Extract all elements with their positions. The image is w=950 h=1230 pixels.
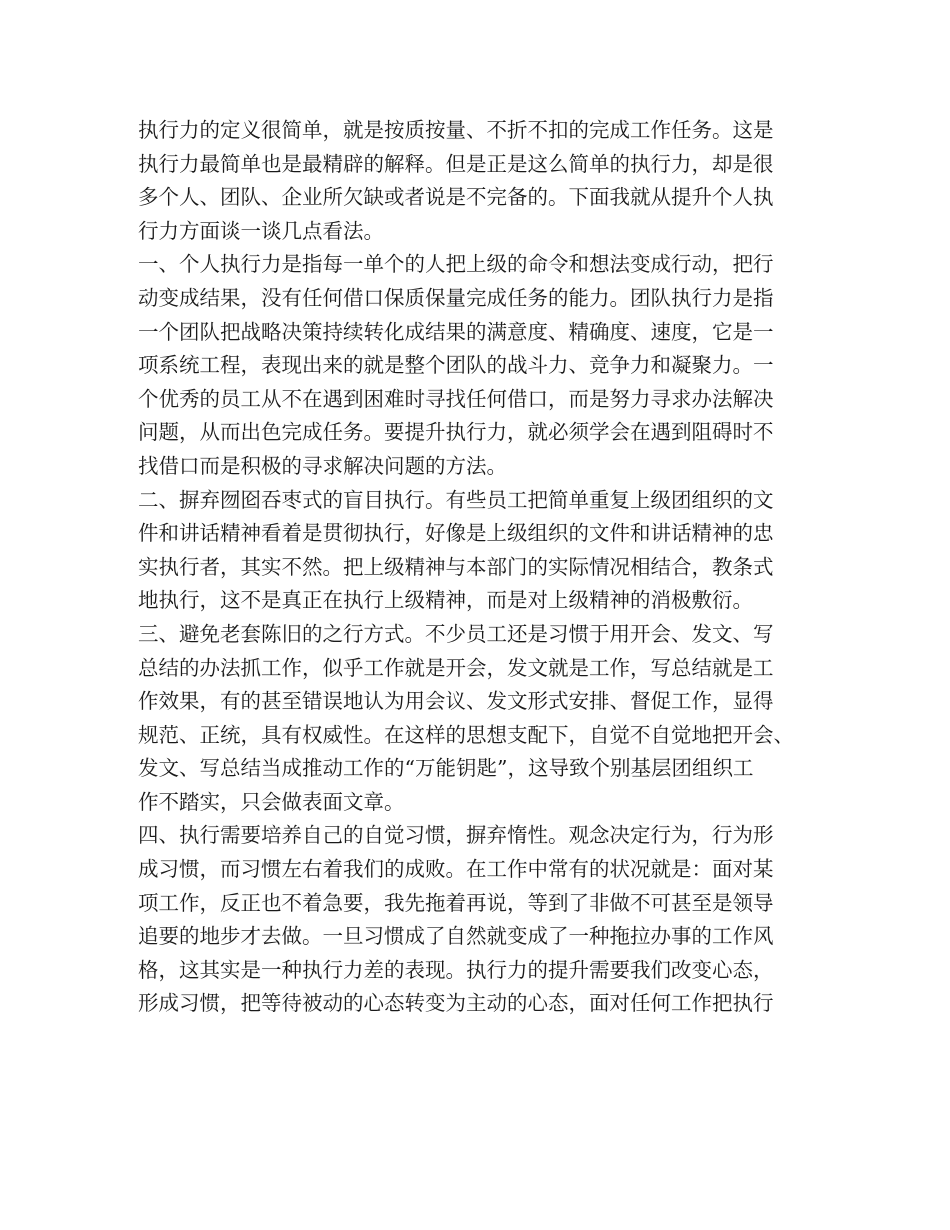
text-line: 三、避免老套陈旧的之行方式。不少员工还是习惯于用开会、发文、写 (138, 621, 774, 646)
text-line: 四、执行需要培养自己的自觉习惯，摒弃惰性。观念决定行为，行为形 (138, 823, 774, 848)
text-line: 追要的地步才去做。一旦习惯成了自然就变成了一种拖拉办事的工作风 (138, 924, 774, 949)
text-line: 动变成结果，没有任何借口保质保量完成任务的能力。团队执行力是指 (138, 285, 774, 310)
text-line: 项系统工程，表现出来的就是整个团队的战斗力、竞争力和凝聚力。一 (138, 353, 774, 378)
text-line: 个优秀的员工从不在遇到困难时寻找任何借口，而是努力寻求办法解决 (138, 386, 774, 411)
text-line: 格，这其实是一种执行力差的表现。执行力的提升需要我们改变心态， (138, 957, 774, 982)
document-page (138, 114, 818, 1021)
text-line: 地执行，这不是真正在执行上级精神，而是对上级精神的消极敷衍。 (138, 588, 753, 613)
text-line: 规范、正统，具有权威性。在这样的思想支配下，自觉不自觉地把开会、 (138, 722, 794, 747)
text-line: 一、个人执行力是指每一单个的人把上级的命令和想法变成行动，把行 (138, 252, 774, 277)
text-line: 作不踏实，只会做表面文章。 (138, 789, 405, 814)
text-line: 找借口而是积极的寻求解决问题的方法。 (138, 453, 507, 478)
text-line: 实执行者，其实不然。把上级精神与本部门的实际情况相结合，教条式 (138, 554, 774, 579)
text-line: 总结的办法抓工作，似乎工作就是开会，发文就是工作，写总结就是工 (138, 655, 774, 680)
text-line: 作效果，有的甚至错误地认为用会议、发文形式安排、督促工作，显得 (138, 689, 774, 714)
text-line: 成习惯，而习惯左右着我们的成败。在工作中常有的状况就是：面对某 (138, 857, 774, 882)
text-line: 二、摒弃囫囵吞枣式的盲目执行。有些员工把简单重复上级团组织的文 (138, 487, 774, 512)
text-line: 执行力最简单也是最精辟的解释。但是正是这么简单的执行力，却是很 (138, 151, 774, 176)
text-line: 项工作，反正也不着急要，我先拖着再说，等到了非做不可甚至是领导 (138, 890, 774, 915)
text-line: 发文、写总结当成推动工作的“万能钥匙”，这导致个别基层团组织工 (138, 756, 754, 781)
text-line: 执行力的定义很简单，就是按质按量、不折不扣的完成工作任务。这是 (138, 118, 774, 142)
text-line: 行力方面谈一谈几点看法。 (138, 218, 384, 243)
text-line: 形成习惯，把等待被动的心态转变为主动的心态，面对任何工作把执行 (138, 991, 774, 1016)
text-line: 多个人、团队、企业所欠缺或者说是不完备的。下面我就从提升个人执 (138, 185, 774, 210)
text-line: 一个团队把战略决策持续转化成结果的满意度、精确度、速度，它是一 (138, 319, 774, 344)
text-line: 问题，从而出色完成任务。要提升执行力，就必须学会在遇到阻碍时不 (138, 420, 774, 445)
text-line: 件和讲话精神看着是贯彻执行，好像是上级组织的文件和讲话精神的忠 (138, 521, 774, 546)
